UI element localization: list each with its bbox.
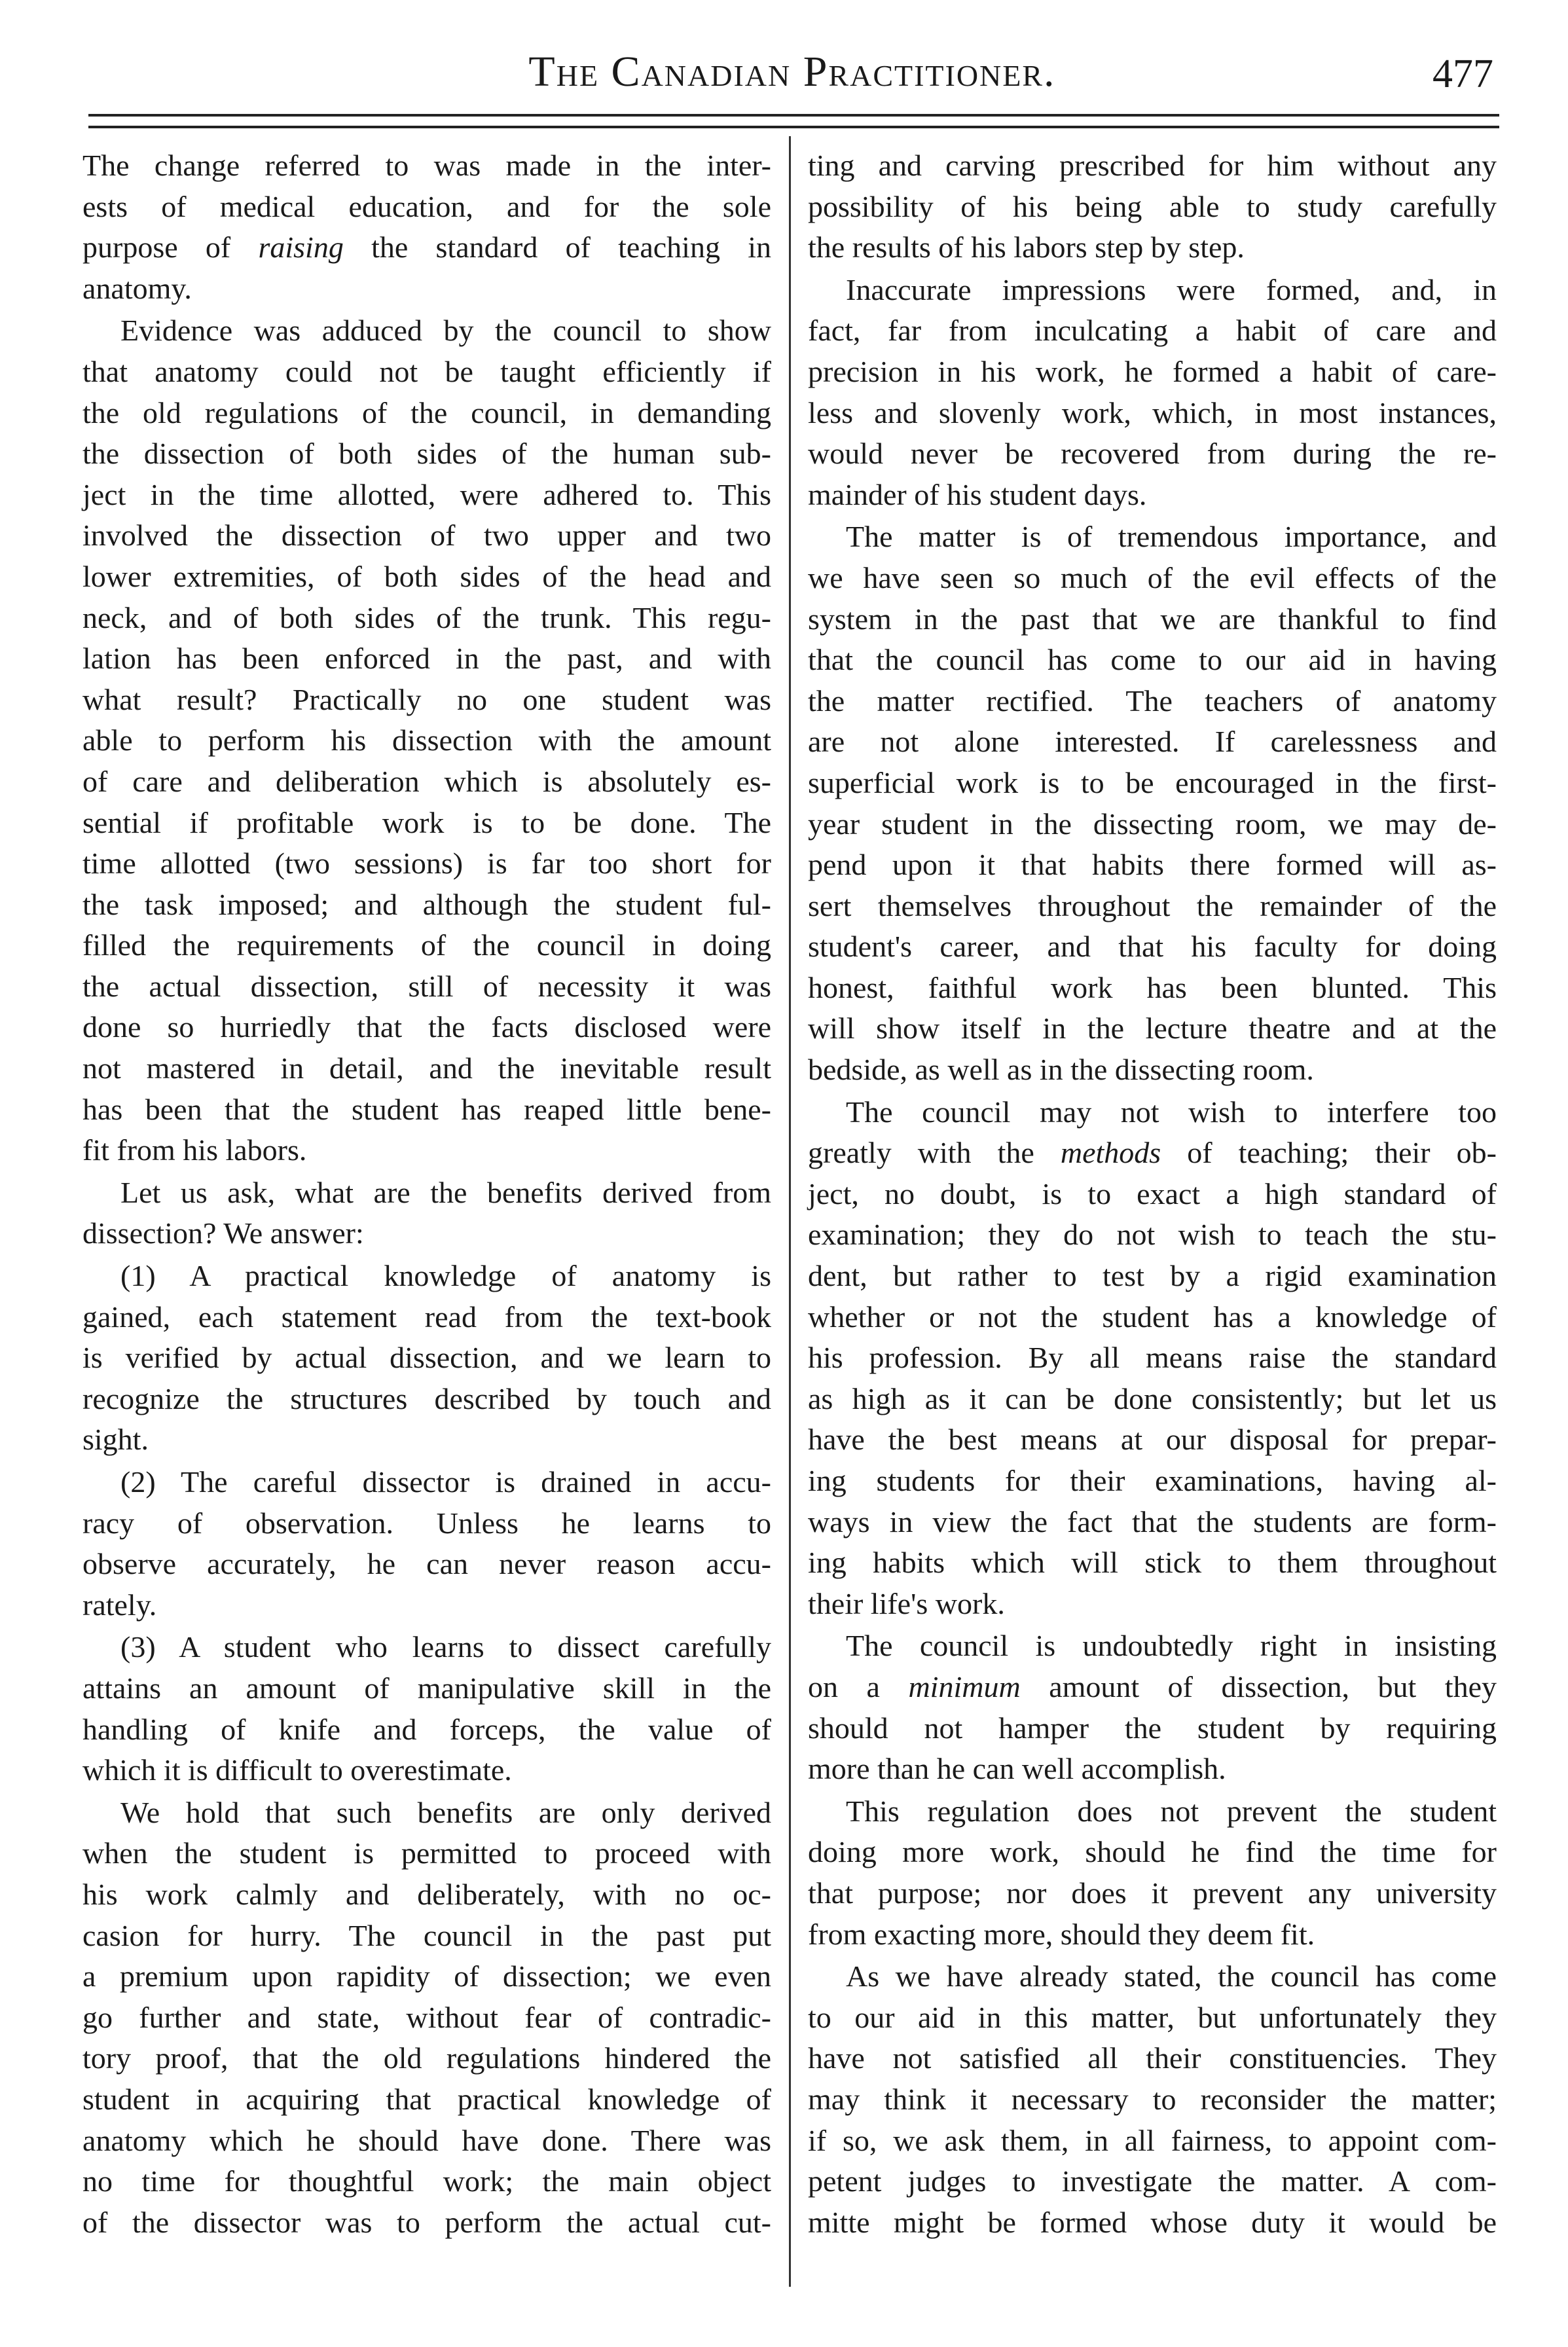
paragraph [808, 1092, 1497, 1625]
text-line: The council is undoubtedly right in insisting [846, 1629, 1497, 1663]
text-line: rately. [82, 1588, 157, 1622]
text-line: purpose of raising the standard of teaching in [82, 230, 771, 264]
text-line: (1) A practical knowledge of anatomy is [120, 1259, 771, 1293]
text-line: gained, each statement read from the text-book [82, 1300, 771, 1334]
text-line: dent, but rather to test by a rigid examination [808, 1259, 1497, 1293]
text-line: handling of knife and forceps, the value of [82, 1712, 771, 1746]
paragraph [82, 1627, 771, 1791]
text-line: This regulation does not prevent the student [846, 1794, 1497, 1828]
text-line: dissection? We answer: [82, 1216, 364, 1250]
text-line: his profession. By all means raise the standard [808, 1341, 1497, 1375]
text-line: that purpose; nor does it prevent any university [808, 1876, 1497, 1910]
text-line: doing more work, should he find the time for [808, 1835, 1497, 1869]
text-line: ways in view the fact that the students are form- [808, 1504, 1497, 1538]
text-line: that anatomy could not be taught efficiently if [82, 354, 771, 388]
text-line: system in the past that we are thankful to find [808, 602, 1497, 636]
text-line: will show itself in the lecture theatre and at the [808, 1011, 1497, 1046]
text-line: The council may not wish to interfere too [846, 1095, 1497, 1129]
text-line: we have seen so much of the evil effects of the [808, 560, 1497, 594]
text-line: if so, we ask them, in all fairness, to appoint com- [808, 2123, 1497, 2157]
text-line: pend upon it that habits there formed will as- [808, 848, 1497, 882]
text-line: a premium upon rapidity of dissection; we even [82, 1959, 771, 1993]
text-line: his work calmly and deliberately, with no oc- [82, 1877, 771, 1911]
text-line: more than he can well accomplish. [808, 1752, 1226, 1786]
text-line: done so hurriedly that the facts disclosed were [82, 1010, 771, 1044]
paragraph [808, 270, 1497, 516]
text-line: Evidence was adduced by the council to show [120, 314, 771, 348]
text-line: ing students for their examinations, having al- [808, 1464, 1497, 1497]
paragraph [82, 1792, 771, 2244]
text-line: the old regulations of the council, in demanding [82, 395, 771, 429]
journal-title: The Canadian Practitioner. [528, 48, 1056, 96]
text-line: fact, far from inculcating a habit of care and [808, 314, 1497, 348]
right-column [808, 145, 1497, 2244]
left-column [82, 145, 771, 2244]
text-line: are not alone interested. If carelessness and [808, 725, 1497, 759]
italic-emphasis: raising [258, 230, 344, 264]
text-line: involved the dissection of two upper and two [82, 519, 771, 553]
text-line: The change referred to was made in the inter- [82, 149, 771, 182]
text-line: may think it necessary to reconsider the matter; [808, 2082, 1497, 2116]
text-line: their life's work. [808, 1586, 1005, 1620]
text-line: mitte might be formed whose duty it would be [808, 2205, 1497, 2239]
paragraph [808, 145, 1497, 268]
text-line: not mastered in detail, and the inevitable result [82, 1051, 771, 1085]
text-line: Inaccurate impressions were formed, and, in [846, 272, 1497, 306]
text-line: attains an amount of manipulative skill in the [82, 1671, 771, 1705]
paragraph [82, 1173, 771, 1254]
text-line: student's career, and that his faculty for doing [808, 930, 1497, 964]
text-line: when the student is permitted to proceed with [82, 1836, 771, 1870]
text-line: neck, and of both sides of the trunk. This regu- [82, 600, 771, 634]
text-line: student in acquiring that practical knowledge of [82, 2082, 771, 2116]
text-line: able to perform his dissection with the amount [82, 723, 771, 757]
text-line: year student in the dissecting room, we may de- [808, 807, 1497, 841]
text-line: what result? Practically no one student was [82, 682, 771, 716]
text-line: of the dissector was to perform the actual cut- [82, 2205, 771, 2239]
text-line: time allotted (two sessions) is far too short for [82, 846, 771, 881]
text-line: greatly with the methods of teaching; their ob- [808, 1136, 1497, 1170]
text-line: As we have already stated, the council has come [846, 1959, 1497, 1993]
text-line: ject in the time allotted, were adhered to. This [82, 477, 771, 511]
text-line: precision in his work, he formed a habit of care- [808, 354, 1497, 388]
paragraph [808, 1956, 1497, 2243]
text-line: should not hamper the student by requiring [808, 1711, 1497, 1745]
text-line: have not satisfied all their constituencies. They [808, 2041, 1497, 2075]
text-line: lower extremities, of both sides of the head and [82, 559, 771, 593]
text-line: from exacting more, should they deem fit. [808, 1917, 1315, 1951]
text-line: would never be recovered from during the re- [808, 437, 1497, 471]
text-line: which it is difficult to overestimate. [82, 1753, 512, 1787]
italic-emphasis: minimum [908, 1669, 1021, 1703]
text-line: no time for thoughtful work; the main object [82, 2164, 771, 2198]
text-line: lation has been enforced in the past, and with [82, 642, 771, 676]
text-line: mainder of his student days. [808, 477, 1147, 511]
text-line: racy of observation. Unless he learns to [82, 1506, 771, 1540]
text-line: ject, no doubt, is to exact a high standard of [808, 1176, 1497, 1210]
text-line: the results of his labors step by step. [808, 230, 1245, 264]
text-line: ing habits which will stick to them throughout [808, 1546, 1497, 1580]
paragraph [82, 1256, 771, 1461]
text-line: casion for hurry. The council in the past put [82, 1918, 771, 1952]
text-line: honest, faithful work has been blunted. This [808, 970, 1497, 1004]
text-line: observe accurately, he can never reason accu- [82, 1547, 771, 1581]
text-line: anatomy. [82, 271, 192, 305]
text-line: (2) The careful dissector is drained in accu- [120, 1465, 771, 1499]
text-line: to our aid in this matter, but unfortunately they [808, 2000, 1497, 2034]
italic-emphasis: methods [1060, 1136, 1161, 1170]
text-line: of care and deliberation which is absolutely es- [82, 764, 771, 798]
column-divider [789, 136, 791, 2287]
text-line: have the best means at our disposal for prepar- [808, 1423, 1497, 1457]
header-rule-top [88, 114, 1499, 117]
text-line: the dissection of both sides of the human sub- [82, 437, 771, 471]
text-line: that the council has come to our aid in having [808, 643, 1497, 677]
paragraph [82, 145, 771, 309]
text-line: tory proof, that the old regulations hindered the [82, 2041, 771, 2075]
text-line: sight. [82, 1423, 149, 1457]
text-line: sential if profitable work is to be done. The [82, 805, 771, 839]
paragraph [82, 1462, 771, 1626]
header-rule-bottom [88, 126, 1499, 128]
text-line: has been that the student has reaped little bene- [82, 1092, 771, 1126]
page-number: 477 [1432, 52, 1493, 96]
text-line: filled the requirements of the council in doing [82, 928, 771, 962]
text-line: anatomy which he should have done. There was [82, 2123, 771, 2157]
text-line: the actual dissection, still of necessity it was [82, 969, 771, 1003]
text-line: sert themselves throughout the remainder of the [808, 888, 1497, 922]
text-line: Let us ask, what are the benefits derived from [120, 1175, 771, 1209]
text-line: bedside, as well as in the dissecting room. [808, 1053, 1314, 1087]
text-line: recognize the structures described by touch and [82, 1381, 771, 1415]
text-line: The matter is of tremendous importance, and [846, 520, 1497, 554]
paragraph [82, 310, 771, 1171]
text-line: (3) A student who learns to dissect carefully [120, 1630, 771, 1664]
paragraph [808, 1626, 1497, 1789]
text-line: the matter rectified. The teachers of anatomy [808, 683, 1497, 718]
text-line: is verified by actual dissection, and we learn to [82, 1341, 771, 1375]
text-line: petent judges to investigate the matter. A com- [808, 2164, 1497, 2198]
text-line: ests of medical education, and for the sole [82, 189, 771, 223]
text-line: go further and state, without fear of contradic- [82, 2000, 771, 2034]
paragraph [808, 517, 1497, 1090]
text-line: superficial work is to be encouraged in the first- [808, 765, 1497, 799]
text-line: examination; they do not wish to teach the stu- [808, 1218, 1497, 1252]
text-line: less and slovenly work, which, in most instances, [808, 395, 1497, 429]
text-line: possibility of his being able to study carefully [808, 189, 1497, 223]
text-line: fit from his labors. [82, 1133, 307, 1167]
text-line: ting and carving prescribed for him without any [808, 149, 1497, 182]
text-line: We hold that such benefits are only derived [120, 1795, 771, 1829]
text-line: the task imposed; and although the student ful- [82, 887, 771, 921]
paragraph [808, 1791, 1497, 1955]
text-line: whether or not the student has a knowledge of [808, 1300, 1497, 1334]
text-line: as high as it can be done consistently; but let us [808, 1381, 1497, 1415]
text-line: on a minimum amount of dissection, but they [808, 1669, 1497, 1703]
